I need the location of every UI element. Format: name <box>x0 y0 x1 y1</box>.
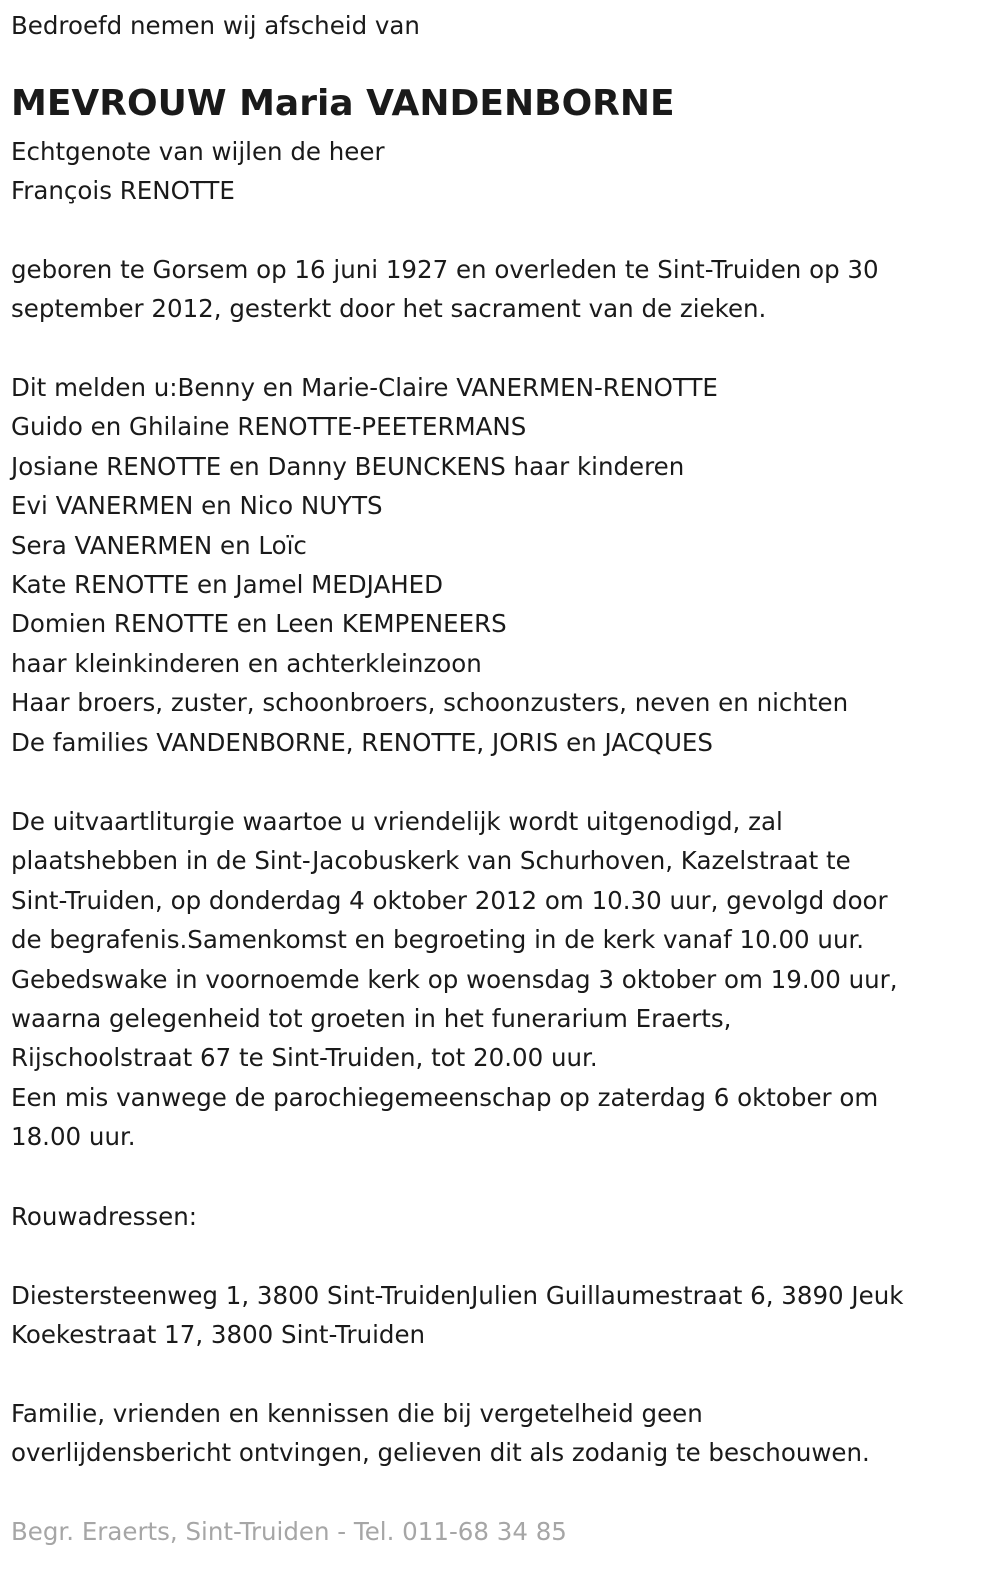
service-section <box>11 802 898 1157</box>
service-line: De uitvaartliturgie waartoe u vriendelijk wordt uitgenodigd, zal <box>11 807 783 836</box>
family-line: Josiane RENOTTE en Danny BEUNCKENS haar kinderen <box>11 451 685 481</box>
notice-section <box>11 1394 870 1473</box>
addresses-heading: Rouwadressen: <box>11 1202 198 1231</box>
service-line: plaatshebben in de Sint-Jacobuskerk van Schurhoven, Kazelstraat te <box>11 846 851 876</box>
family-line: haar kleinkinderen en achterkleinzoon <box>11 648 482 678</box>
service-line: Sint-Truiden, op donderdag 4 oktober 2012 om 10.30 uur, gevolgd door <box>11 885 888 915</box>
service-line: Gebedswake in voornoemde kerk op woensdag 3 oktober om 19.00 uur, <box>11 964 898 994</box>
address-line: Koekestraat 17, 3800 Sint-Truiden <box>11 1320 426 1350</box>
service-line: waarna gelegenheid tot groeten in het funerarium Eraerts, <box>11 1004 732 1034</box>
spouse-name: François RENOTTE <box>11 176 235 206</box>
family-line: Evi VANERMEN en Nico NUYTS <box>11 491 383 521</box>
intro-text: Bedroefd nemen wij afscheid van <box>11 11 420 40</box>
service-line: Een mis vanwege de parochiegemeenschap op zaterdag 6 oktober om <box>11 1082 879 1112</box>
addresses-section <box>11 1276 903 1355</box>
service-line: 18.00 uur. <box>11 1122 136 1152</box>
family-line: Dit melden u:Benny en Marie-Claire VANERMEN-RENOTTE <box>11 373 718 402</box>
notice-line: Familie, vrienden en kennissen die bij vergetelheid geen <box>11 1399 703 1428</box>
family-section <box>11 368 848 762</box>
family-line: Domien RENOTTE en Leen KEMPENEERS <box>11 609 507 639</box>
service-line: Rijschoolstraat 67 te Sint-Truiden, tot 20.00 uur. <box>11 1043 598 1073</box>
family-line: Sera VANERMEN en Loïc <box>11 530 307 560</box>
family-line: Kate RENOTTE en Jamel MEDJAHED <box>11 570 443 600</box>
birth-death-section <box>11 250 879 329</box>
family-line: Guido en Ghilaine RENOTTE-PEETERMANS <box>11 412 527 442</box>
address-line: Diestersteenweg 1, 3800 Sint-TruidenJulien Guillaumestraat 6, 3890 Jeuk <box>11 1281 904 1310</box>
deceased-name: MEVROUW Maria VANDENBORNE <box>11 83 675 124</box>
addresses-heading-section <box>11 1197 197 1236</box>
spouse-line: Echtgenote van wijlen de heer <box>11 137 385 166</box>
funeral-home-footer: Begr. Eraerts, Sint-Truiden - Tel. 011-68 34 85 <box>11 1517 567 1546</box>
spouse-section <box>11 132 385 211</box>
notice-line: overlijdensbericht ontvingen, gelieven dit als zodanig te beschouwen. <box>11 1438 870 1468</box>
family-line: Haar broers, zuster, schoonbroers, schoonzusters, neven en nichten <box>11 688 849 718</box>
service-line: de begrafenis.Samenkomst en begroeting in de kerk vanaf 10.00 uur. <box>11 925 865 955</box>
birth-line: geboren te Gorsem op 16 juni 1927 en overleden te Sint-Truiden op 30 <box>11 255 879 284</box>
family-line: De families VANDENBORNE, RENOTTE, JORIS en JACQUES <box>11 727 713 757</box>
birth-line: september 2012, gesterkt door het sacrament van de zieken. <box>11 294 767 324</box>
